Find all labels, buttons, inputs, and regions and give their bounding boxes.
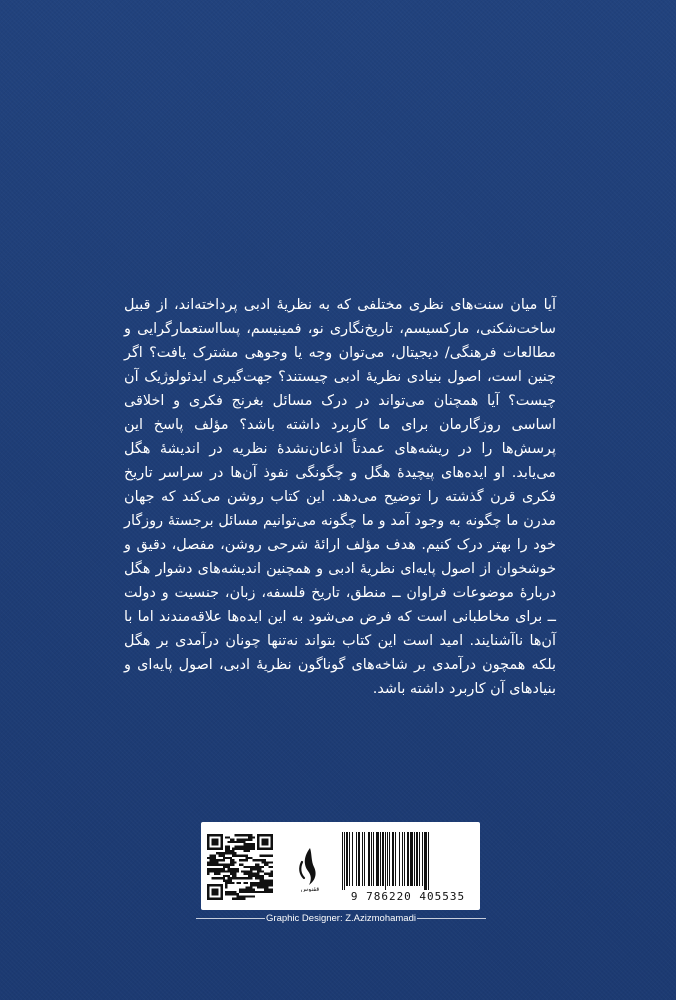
credit-rule-left (196, 918, 265, 919)
isbn-barcode-icon (340, 832, 476, 890)
credit-rule-right (417, 918, 486, 919)
isbn-number: 9 786220 405535 (350, 890, 466, 903)
designer-credit (196, 911, 486, 925)
back-cover-blurb: آیا میان سنت‌های نظری مختلفی که به نظریهٔ ادبی پرداخته‌اند، از قبیل ساخت‌شکنی، مارکسیسم، تاریخ‌نگاری نو، فمینیسم، پسااستعمارگرایی و مطالعات فرهنگی/ دیجیتال، می‌توان وجه یا وجوهی مشترک یافت؟ اگر چنین است، اصول بنیادی نظریهٔ ادبی چیستند؟ جهت‌گیری ایدئولوژیک آن چیست؟ آیا همچنان می‌تواند در درک مسائل بغرنج فکری و اخلاقی اساسی روزگارمان برای ما کاربرد داشته باشد؟ مؤلف پاسخ این پرسش‌ها را در ریشه‌های عمدتاً اذعان‌نشدهٔ نظریه در اندیشهٔ هگل می‌یابد. او ایده‌های پیچیدهٔ هگل و چگونگی نفوذ آن‌ها در سراسر تاریخ فکری قرن گذشته را توضیح می‌دهد. این کتاب روشن می‌کند که جهان مدرن ما چگونه به وجود آمد و ما چگونه می‌توانیم مسائل برجستهٔ روزگار خود را بهتر درک کنیم. هدف مؤلف ارائهٔ شرحی روشن، مفصل، دقیق و خوشخوان از اصول پایه‌ای نظریهٔ ادبی و همچنین اندیشه‌های دشوار هگل دربارهٔ موضوعات فراوان ــ منطق، تاریخ فلسفه، زبان، جنسیت و دولت ــ برای مخاطبانی است که فرض می‌شود به این ایده‌ها علاقه‌مندند اما با آن‌ها ناآشنایند. امید است این کتاب بتواند نه‌تنها چونان درآمدی بر هگل بلکه همچون درآمدی بر شاخه‌های گوناگون نظریهٔ ادبی، اصول پایه‌ای و بنیادهای آن کاربرد داشته باشد. (124, 297, 556, 697)
qr-code-icon (207, 834, 273, 900)
barcode-panel (201, 822, 480, 910)
designer-credit-text: Graphic Designer: Z.Azizmohamadi (266, 912, 416, 924)
publisher-logo-icon (290, 844, 330, 892)
svg-text:ققنوس: ققنوس (300, 886, 320, 892)
